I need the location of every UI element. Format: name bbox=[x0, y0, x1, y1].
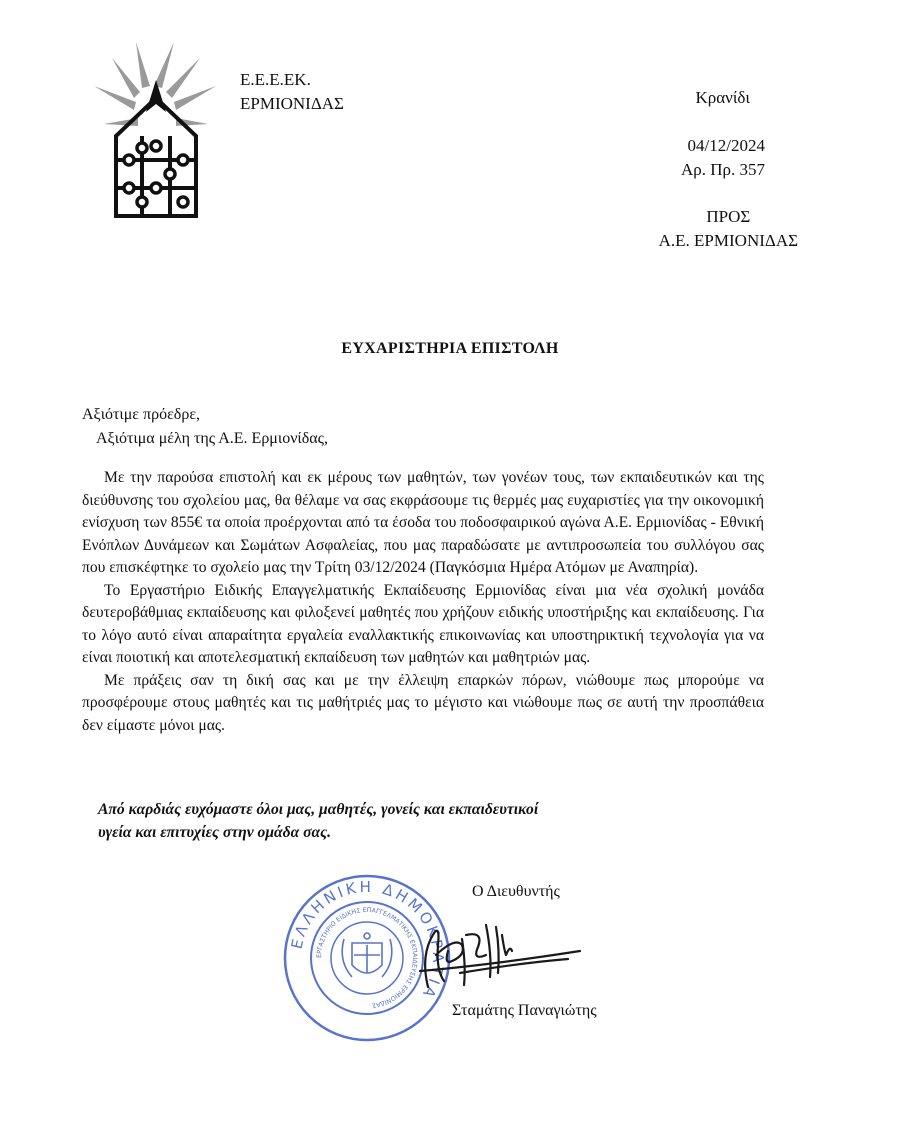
closing-wishes bbox=[98, 798, 538, 844]
recipient bbox=[659, 205, 798, 253]
paragraph-1: Με την παρούσα επιστολή και εκ μέρους των μαθητών, των γονέων τους, των εκπαιδευτικών και της διεύθυνσης του σχολείου μας, θα θέλαμε να σας εκφράσουμε τις θερμές μας ευχαριστίες για την οικονομική ενίσχυση των 855€ τα οποία προέρχονται από τα έσοδα του ποδοσφαιρικού αγώνα Α.Ε. Ερμιονίδας - Εθνική Ενόπλων Δυνάμεων και Σωμάτων Ασφαλείας, που μας παραδώσατε με αντιπροσωπεία του συλλόγου σας που επισκέφτηκε το σχολείο μας την Τρίτη 03/12/2024 (Παγκόσμια Ημέρα Ατόμων με Αναπηρία). bbox=[82, 469, 764, 576]
closing-line-1: Από καρδιάς ευχόμαστε όλοι μας, μαθητές, γονείς και εκπαιδευτικοί bbox=[98, 801, 539, 818]
signer-title: Ο Διευθυντής bbox=[472, 883, 560, 900]
greeting-line-1: Αξιότιμε πρόεδρε, bbox=[82, 406, 201, 423]
paragraph-2: Το Εργαστήριο Ειδικής Επαγγελματικής Εκπαίδευσης Ερμιονίδας είναι μια νέα σχολική μονάδα δευτεροβάθμιας εκπαίδευσης και φιλοξενεί μαθητές που χρήζουν ειδικής υποστήριξης και εκπαίδευσης. Για το λόγο αυτό είναι απαραίτητα εργαλεία εναλλακτικής επικοινωνίας και υποστηρικτική τεχνολογία για να είναι ποιοτική και αποτελεσματική εκπαίδευση των μαθητών και μαθητριών μας. bbox=[82, 581, 764, 666]
organization-name bbox=[240, 68, 344, 116]
recipient-name: Α.Ε. ΕΡΜΙΟΝΙΔΑΣ bbox=[658, 231, 798, 250]
signer-name: Σταμάτης Παναγιώτης bbox=[452, 1002, 597, 1019]
letter-body bbox=[82, 467, 764, 737]
place: Κρανίδι bbox=[695, 88, 750, 107]
org-line-2: ΕΡΜΙΟΝΙΔΑΣ bbox=[240, 94, 344, 113]
greeting-line-2: Αξιότιμα μέλη της Α.Ε. Ερμιονίδας, bbox=[96, 430, 328, 447]
letter-title: ΕΥΧΑΡΙΣΤΗΡΙΑ ΕΠΙΣΤΟΛΗ bbox=[341, 340, 559, 357]
handwritten-signature-icon bbox=[400, 915, 590, 1005]
greeting bbox=[82, 403, 328, 451]
recipient-label: ΠΡΟΣ bbox=[706, 207, 751, 226]
org-line-1: Ε.Ε.Ε.ΕΚ. bbox=[240, 70, 311, 89]
stamp-outer-text: ΕΛΛΗΝΙΚΗ ΔΗΜΟΚΡΑΤΙΑ bbox=[287, 877, 448, 1004]
date-protocol bbox=[681, 134, 765, 182]
stamp-inner-text: ΕΡΓΑΣΤΗΡΙΟ ΕΙΔΙΚΗΣ ΕΠΑΓΓΕΛΜΑΤΙΚΗΣ ΕΚΠΑΙΔΕΥΣΗΣ ΕΡΜΙΟΝΙΔΑΣ bbox=[315, 906, 419, 1009]
letter-date: 04/12/2024 bbox=[687, 136, 765, 155]
puzzle-house-logo-icon bbox=[92, 40, 222, 220]
closing-line-2: υγεία και επιτυχίες στην ομάδα σας. bbox=[98, 824, 332, 841]
paragraph-3: Με πράξεις σαν τη δική σας και με την έλλειψη επαρκών πόρων, νιώθουμε πως μπορούμε να προσφέρουμε στους μαθητές και τις μαθήτριές μας το μέγιστο και νιώθουμε πως σε αυτή την προσπάθεια δεν είμαστε μόνοι μας. bbox=[82, 671, 764, 734]
protocol-number: Αρ. Πρ. 357 bbox=[680, 160, 765, 179]
